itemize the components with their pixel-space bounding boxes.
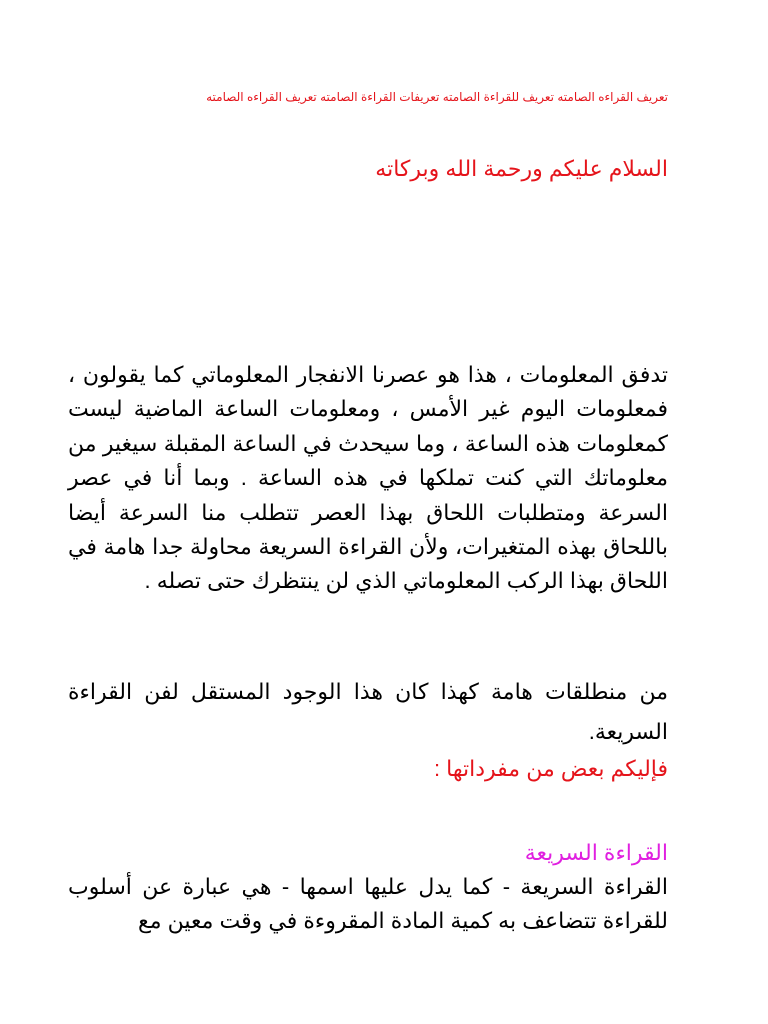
greeting-heading: السلام عليكم ورحمة الله وبركاته — [375, 156, 668, 181]
section-heading: القراءة السريعة — [524, 840, 668, 865]
intro-paragraph: تدفق المعلومات ، هذا هو عصرنا الانفجار المعلوماتي كما يقولون ، فمعلومات اليوم غير الأمس ، ومعلومات الساعة الماضية ليست كمعلومات هذه الساعة ، وما سيحدث في الساعة المقبلة سيغير من معلوماتك التي كنت تملكها في هذه الساعة . وبما أنا في عصر السرعة ومتطلبات اللحاق بهذا العصر تتطلب منا السرعة أيضا باللحاق بهذه المتغيرات، ولأن القراءة السريعة محاولة جدا هامة في اللحاق بهذا الركب المعلوماتي الذي لن ينتظرك حتى تصله . — [68, 362, 668, 594]
tags-line: تعريف القراءه الصامته تعريف للقراءة الصامته تعريفات القراءة الصامته تعريف القراءه الصامته — [206, 90, 668, 104]
vocabulary-intro: فإليكم بعض من مفرداتها : — [433, 756, 668, 781]
origin-paragraph: من منطلقات هامة كهذا كان هذا الوجود المستقل لفن القراءة السريعة. — [68, 679, 668, 744]
definition-paragraph: القراءة السريعة - كما يدل عليها اسمها - هي عبارة عن أسلوب للقراءة تتضاعف به كمية المادة المقروءة في وقت معين مع — [68, 874, 668, 933]
